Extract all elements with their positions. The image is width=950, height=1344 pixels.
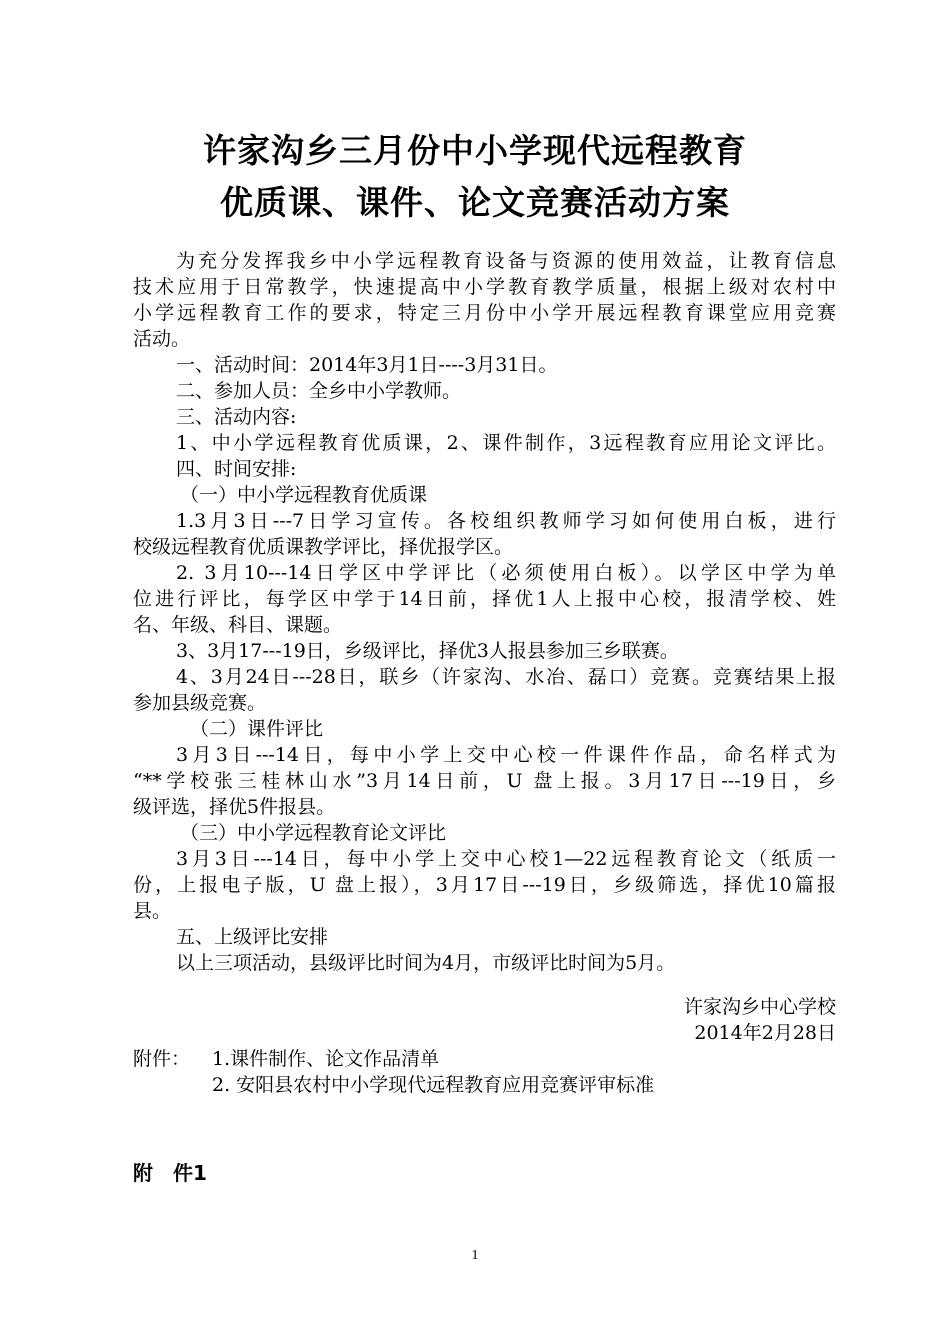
review-text: 以上三项活动，县级评比时间为4月，市级评比时间为5月。 xyxy=(176,952,676,974)
paragraph-line: 3月3日---14日，每中小学上交中心校一件课件作品，命名样式为 xyxy=(176,744,836,766)
paragraph-line: 4、3月24日---28日，联乡（许家沟、水冶、磊口）竞赛。竞赛结果上报 xyxy=(176,666,836,688)
paragraph-line: 份，上报电子版，U 盘上报），3月17日---19日，乡级筛选，择优10篇报 xyxy=(133,874,836,896)
attachment-item-1: 1.课件制作、论文作品清单 xyxy=(212,1048,440,1070)
content-text: 1、中小学远程教育优质课，2、课件制作，3远程教育应用论文评比。 xyxy=(176,432,836,454)
paragraph-line: 级评选，择优5件报县。 xyxy=(133,796,336,818)
paragraph-line: 参加县级竞赛。 xyxy=(133,692,267,714)
content-heading: 三、活动内容: xyxy=(176,406,297,428)
paragraph-line: 名、年级、科目、课题。 xyxy=(133,614,343,636)
paragraph-line: 小学远程教育工作的要求，特定三月份中小学开展远程教育课堂应用竞赛 xyxy=(133,302,836,324)
page-number: 1 xyxy=(471,1248,479,1263)
signature-date: 2014年2月28日 xyxy=(694,1022,836,1044)
paragraph-line: 活动。 xyxy=(133,328,191,350)
document-title-line-2: 优质课、课件、论文竞赛活动方案 xyxy=(220,183,730,222)
paragraph-line: 3月3日---14日，每中小学上交中心校1—22远程教育论文（纸质一 xyxy=(176,848,836,870)
paragraph-line: 技术应用于日常教学，快速提高中小学教育教学质量，根据上级对农村中 xyxy=(133,276,836,298)
paragraph-line: 3、3月17---19日，乡级评比，择优3人报县参加三乡联赛。 xyxy=(176,640,679,662)
review-heading: 五、上级评比安排 xyxy=(176,926,329,948)
attachments-label: 附件： xyxy=(133,1048,191,1070)
signature-organization: 许家沟乡中心学校 xyxy=(683,996,836,1018)
participants: 二、参加人员：全乡中小学教师。 xyxy=(176,380,462,402)
attachment-item-2: 2. 安阳县农村中小学现代远程教育应用竞赛评审标准 xyxy=(212,1074,655,1096)
paragraph-line: 2. 3月10---14日学区中学评比（必须使用白板）。以学区中学为单 xyxy=(176,562,836,584)
document-title-line-1: 许家沟乡三月份中小学现代远程教育 xyxy=(203,131,747,170)
paragraph-line: 校级远程教育优质课教学评比，择优报学区。 xyxy=(133,536,514,558)
activity-time: 一、活动时间：2014年3月1日----3月31日。 xyxy=(176,354,558,376)
section-heading: （三）中小学远程教育论文评比 xyxy=(180,822,447,844)
section-heading: （二）课件评比 xyxy=(190,718,324,740)
section-heading: （一）中小学远程教育优质课 xyxy=(180,484,428,506)
schedule-heading: 四、时间安排: xyxy=(176,458,297,480)
paragraph-line: 位进行评比，每学区中学于14日前，择优1人上报中心校，报清学校、姓 xyxy=(133,588,836,610)
paragraph-line: 为充分发挥我乡中小学远程教育设备与资源的使用效益，让教育信息 xyxy=(176,250,836,272)
paragraph-line: 1.3月3日---7日学习宣传。各校组织教师学习如何使用白板，进行 xyxy=(176,510,836,532)
paragraph-line: 县。 xyxy=(133,900,172,922)
paragraph-line: “**学校张三桂林山水”3月14日前，U 盘上报。3月17日---19日，乡 xyxy=(133,770,836,792)
annex-heading: 附 件1 xyxy=(133,1161,207,1185)
